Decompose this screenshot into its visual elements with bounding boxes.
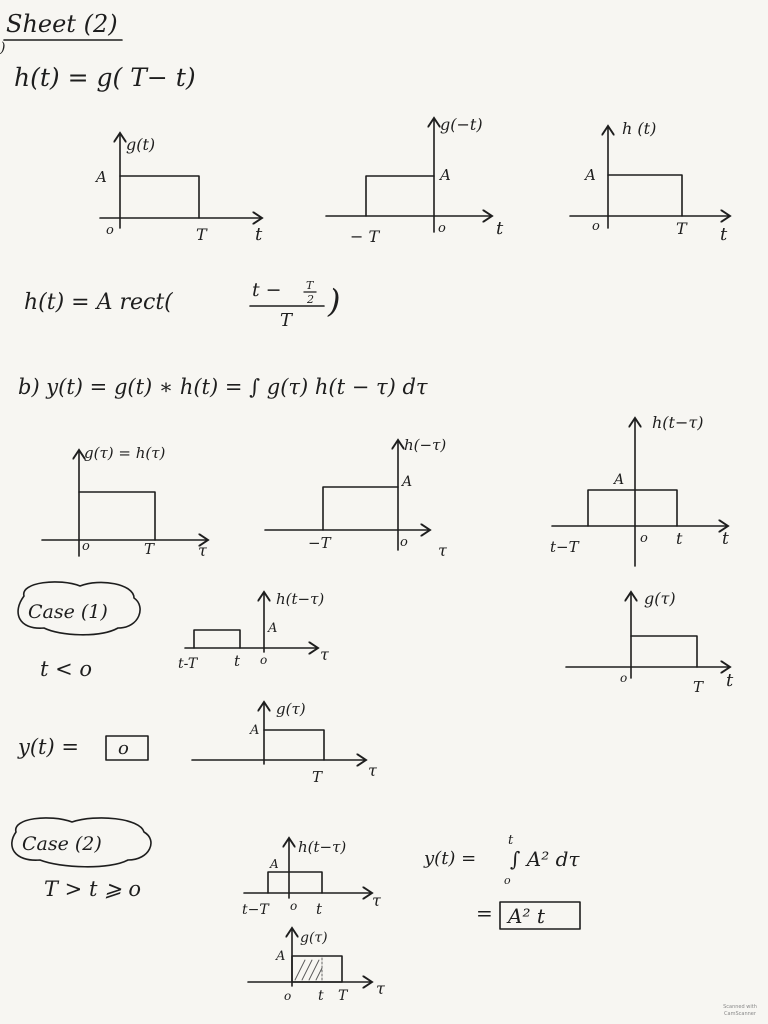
rect-pulse [264,730,324,760]
rect-pulse [588,490,677,526]
tick-t: t [318,988,324,1004]
plot-h-of-minus-tau [265,436,448,560]
tick-T: T [693,678,704,696]
xaxis-label: τ [368,761,377,780]
case2-label: Case (2) [22,833,102,855]
tick-minus-T: − T [350,227,380,246]
tick-t: t [234,652,241,670]
xaxis-label: τ [320,645,329,664]
result-equals: = [476,901,493,925]
tick-t-minus-T: t−T [550,538,579,556]
case1-h-plot [178,590,330,672]
integral-body: ∫ A² dτ [510,847,580,871]
amp-label: A [276,949,286,964]
case1-g-right-plot [566,589,734,696]
case1-condition: t < o [40,657,93,681]
xaxis-label: t [720,224,728,245]
case1-g-plot [192,700,378,786]
half-denominator: 2 [307,293,314,306]
watermark-line2: CamScanner [724,1011,756,1017]
tick-T: T [196,225,207,244]
plot-h-of-t [570,119,730,245]
amp-label: A [250,723,260,738]
ylabel: h(t−τ) [652,413,704,432]
rect-pulse [631,636,697,667]
ylabel: g(t) [126,135,156,154]
origin-label: o [290,899,298,913]
plot-g-of-t [94,133,263,245]
sheet-title: Sheet (2) [6,10,118,38]
ylabel: g(−t) [440,115,483,134]
xaxis-label: t [726,670,734,691]
rect-pulse [120,176,199,218]
origin-label: o [284,989,292,1003]
camscanner-watermark [720,1004,760,1020]
plot-h-of-t-minus-tau [550,413,729,566]
ylabel: h (t) [622,119,657,138]
integral-lower-limit: o [504,874,511,887]
case1-result: o [118,738,129,759]
rect-pulse [79,492,155,540]
ylabel: g(τ) [300,930,328,946]
rect-lhs: h(t) = A rect( [24,290,173,315]
rect-pulse [268,872,322,893]
tick-t: t [316,900,323,918]
amp-label: A [268,621,278,636]
tick-minus-T: −T [308,534,331,552]
xaxis-label: t [255,224,263,245]
amp-label: A [270,857,279,871]
xaxis-label: τ [372,891,381,910]
rect-pulse [323,487,398,530]
eq-h-of-t: h(t) = g( T− t) [14,63,196,92]
frac-denominator: T [280,310,293,331]
integral-upper-limit: t [508,833,514,848]
rect-pulse [366,176,434,216]
tick-T: T [338,988,348,1004]
case2-condition: T > t ⩾ o [44,877,141,901]
ylabel: h(−τ) [404,436,447,454]
amp-label: A [96,168,107,186]
frac-numerator: t − [252,279,282,301]
xaxis-label: τ [198,541,207,560]
rect-equation [24,279,340,331]
ylabel: g(τ) [276,700,306,718]
xaxis-label: τ [438,541,447,560]
origin-label: o [400,535,408,550]
tick-T: T [144,540,155,558]
xaxis-label: t [496,218,504,239]
integral-lhs: y(t) = [424,848,477,869]
tick-t-minus-T: t-T [178,656,198,672]
rect-pulse [608,175,682,216]
origin-label: o [438,221,446,236]
ylabel: h(t−τ) [276,590,325,608]
plot-g-of-tau [42,444,208,560]
case2-h-plot [242,838,382,918]
tick-T: T [312,768,323,786]
origin-label: o [82,539,90,554]
origin-label: o [106,223,114,238]
ylabel: g(τ) = h(τ) [84,444,166,462]
tick-t: t [676,529,683,548]
plot-g-of-minus-t [326,115,504,246]
case2-integral [423,833,580,929]
origin-label: o [592,219,600,234]
rect-close-paren: ) [328,282,341,320]
case2-result: A² t [508,904,545,928]
amp-label: A [440,166,451,184]
half-numerator: T [306,279,314,292]
case1-label: Case (1) [28,601,108,623]
tick-T: T [676,219,687,238]
left-margin-mark: ) [0,40,6,56]
origin-label: o [260,653,268,667]
xaxis-label: t [722,529,729,549]
watermark-line1: Scanned with [723,1004,757,1010]
amp-label: A [614,472,625,488]
ylabel: h(t−τ) [298,838,347,856]
rect-pulse [194,630,240,648]
origin-label: o [640,531,648,546]
overlap-hatching [295,958,322,982]
origin-label: o [620,671,628,685]
eq-convolution: b) y(t) = g(t) ∗ h(t) = ∫ g(τ) h(t − τ) dτ [18,375,428,399]
case2-g-plot [248,928,386,1004]
xaxis-label: τ [376,979,385,998]
tick-t-minus-T: t−T [242,902,269,918]
ylabel: g(τ) [644,589,676,608]
amp-label: A [585,166,596,184]
amp-label: A [402,474,413,490]
case1-result-lhs: y(t) = [18,735,79,759]
